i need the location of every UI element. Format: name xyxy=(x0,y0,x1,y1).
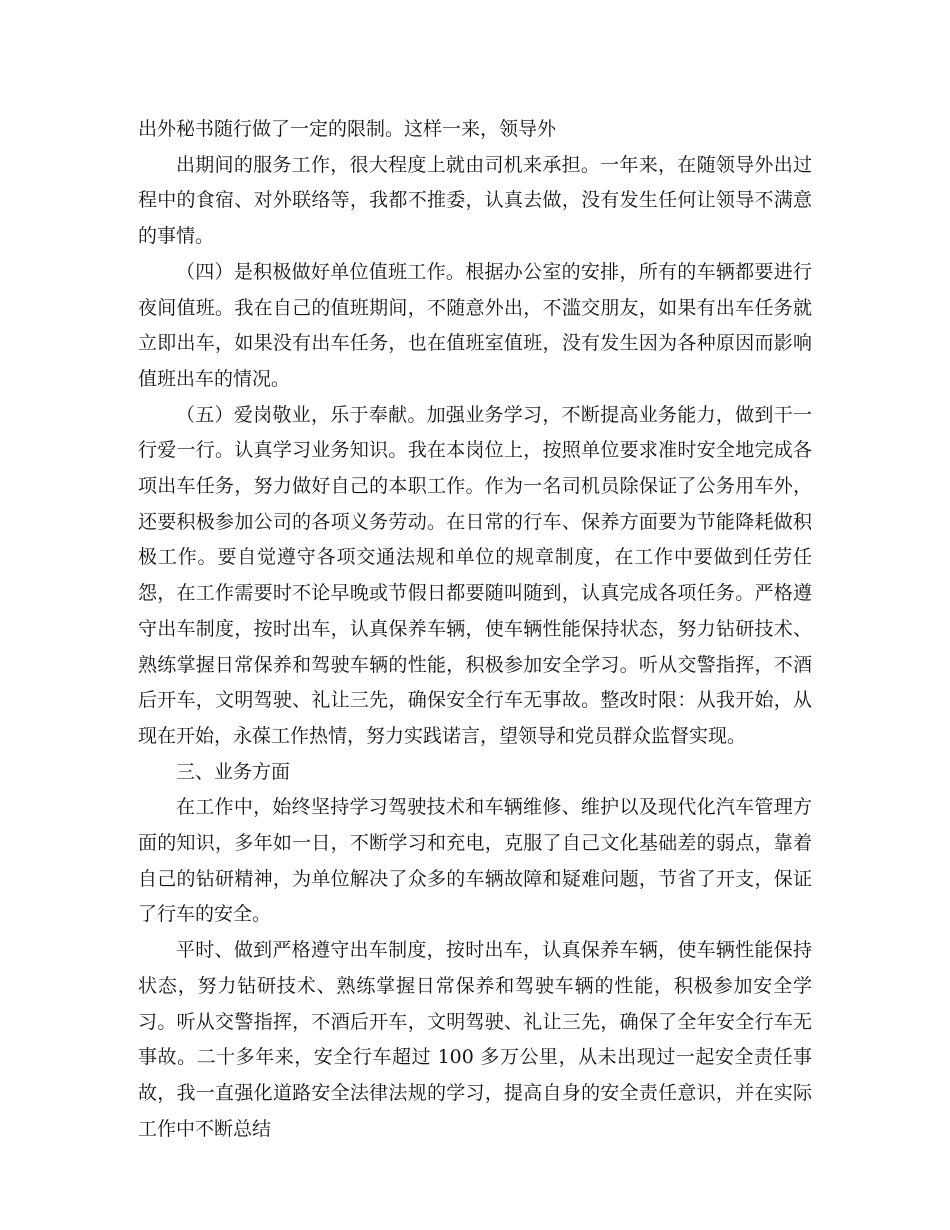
paragraph-business-study: 在工作中，始终坚持学习驾驶技术和车辆维修、维护以及现代化汽车管理方面的知识，多年如一日，不断学习和充电，克服了自己文化基础差的弱点，靠着自己的钻研精神，为单位解决了众多的车辆故障和疑难问题，节省了开支，保证了行车的安全。 xyxy=(138,796,812,926)
paragraph-continuation: 出外秘书随行做了一定的限制。这样一来，领导外 xyxy=(138,118,557,140)
paragraph-service-work: 出期间的服务工作，很大程度上就由司机来承担。一年来，在随领导外出过程中的食宿、对外联络等，我都不推委，认真去做，没有发生任何让领导不满意的事情。 xyxy=(138,153,812,248)
paragraph-dedication: （五）爱岗敬业，乐于奉献。加强业务学习，不断提高业务能力，做到干一行爱一行。认真学习业务知识。我在本岗位上，按照单位要求准时安全地完成各项出车任务，努力做好自己的本职工作。作为一名司机员除保证了公务用车外，还要积极参加公司的各项义务劳动。在日常的行车、保养方面要为节能降耗做积极工作。要自觉遵守各项交通法规和单位的规章制度，在工作中要做到任劳任怨，在工作需要时不论早晚或节假日都要随叫随到，认真完成各项任务。严格遵守出车制度，按时出车，认真保养车辆，使车辆性能保持状态，努力钻研技术、熟练掌握日常保养和驾驶车辆的性能，积极参加安全学习。听从交警指挥，不酒后开车，文明驾驶、礼让三先，确保安全行车无事故。整改时限：从我开始，从现在开始，永葆工作热情，努力实践诺言，望领导和党员群众监督实现。 xyxy=(138,403,812,747)
document-body xyxy=(138,112,812,1147)
section-heading-business: 三、业务方面 xyxy=(176,760,291,783)
paragraph-duty-work: （四）是积极做好单位值班工作。根据办公室的安排，所有的车辆都要进行夜间值班。我在自己的值班期间，不随意外出，不滥交朋友，如果有出车任务就立即出车，如果没有出车任务，也在值班室值班，没有发生因为各种原因而影响值班出车的情况。 xyxy=(138,260,812,390)
paragraph-daily-safety: 平时、做到严格遵守出车制度，按时出车，认真保养车辆，使车辆性能保持状态，努力钻研技术、熟练掌握日常保养和驾驶车辆的性能，积极参加安全学习。听从交警指挥，不酒后开车，文明驾驶、礼让三先，确保了全年安全行车无事故。二十多年来，安全行车超过 100 多万公里，从未出现过一起安全责任事故，我一直强化道路安全法律法规的学习，提高自身的安全责任意识，并在实际工作中不断总结 xyxy=(138,939,812,1140)
